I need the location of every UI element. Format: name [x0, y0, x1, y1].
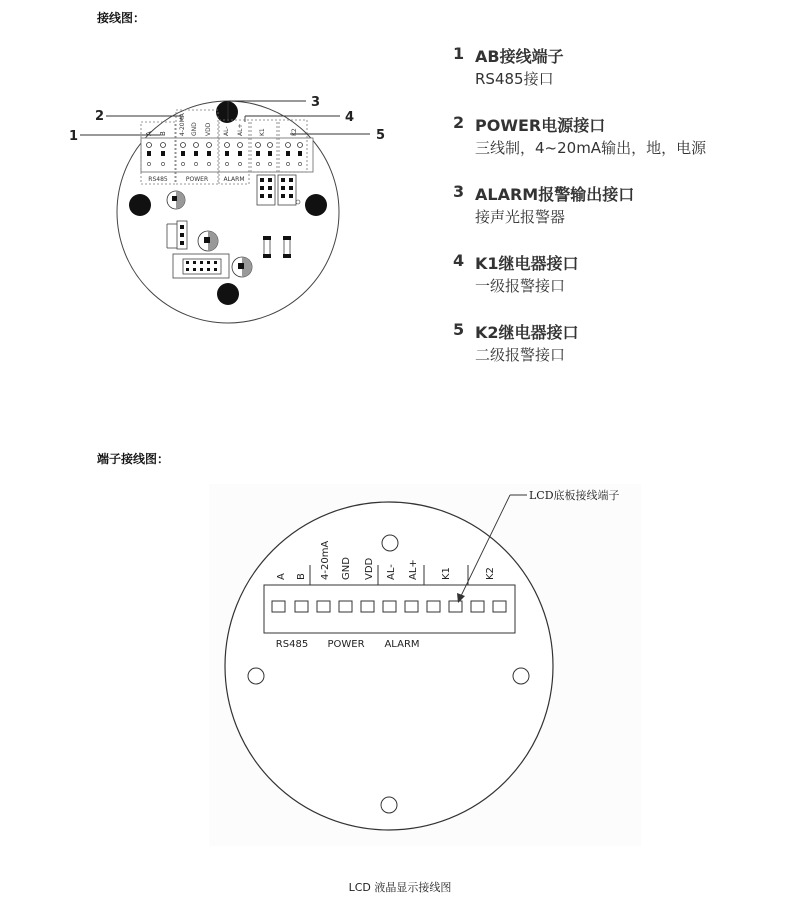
- display-connector: [173, 254, 229, 278]
- terminal-diagram-title: 端子接线图：: [97, 452, 170, 466]
- legend-number: 5: [453, 320, 465, 339]
- pcb-board: [69, 95, 385, 323]
- legend-title: ALARM报警输出接口: [475, 185, 635, 204]
- lcd-pin-squares: [272, 601, 506, 612]
- capacitor: [198, 231, 218, 251]
- board-group-label: ALARM: [223, 176, 245, 183]
- lcd-mount-hole: [381, 797, 397, 813]
- board-pin-label: B: [159, 131, 167, 136]
- callout-number: 2: [95, 109, 105, 124]
- lcd-pin-label: K1: [441, 567, 452, 580]
- legend-desc: 二级报警接口: [475, 346, 566, 364]
- lcd-annotation-label: LCD底板接线端子: [529, 489, 620, 502]
- mount-hole: [129, 194, 151, 216]
- board-pin-label: A: [145, 131, 153, 136]
- lcd-pin-label: VDD: [364, 557, 375, 580]
- capacitor: [232, 257, 252, 277]
- lcd-mount-hole: [513, 668, 529, 684]
- lcd-pin-label: AL-: [386, 564, 397, 580]
- legend-title: POWER电源接口: [475, 116, 606, 135]
- legend-title: K1继电器接口: [475, 254, 579, 273]
- lcd-caption: LCD 液晶显示接线图: [348, 881, 452, 894]
- lcd-group-label: POWER: [327, 639, 365, 650]
- mount-hole: [217, 283, 239, 305]
- lcd-pin-label: AL+: [408, 559, 419, 580]
- lcd-pin-label: GND: [341, 557, 352, 580]
- capacitor: [167, 191, 185, 209]
- board-pin-label: VDD: [205, 122, 212, 136]
- lcd-pin-label: K2: [485, 567, 496, 580]
- callout-number: 5: [376, 128, 386, 143]
- relay-header: [257, 175, 300, 205]
- board-pin-label: K2: [291, 128, 298, 136]
- legend-title: AB接线端子: [475, 47, 564, 66]
- lcd-mount-hole: [248, 668, 264, 684]
- legend-desc: RS485接口: [475, 70, 554, 88]
- mount-hole: [305, 194, 327, 216]
- callout-number: 1: [69, 129, 79, 144]
- resistor: [283, 236, 291, 258]
- legend-number: 2: [453, 113, 465, 132]
- board-pin-label: AL+: [237, 123, 244, 136]
- board-group-label: RS485: [148, 176, 168, 183]
- wiring-diagram-title: 接线图：: [97, 11, 146, 25]
- legend-title: K2继电器接口: [475, 323, 579, 342]
- board-group-label: POWER: [185, 176, 209, 183]
- resistor: [263, 236, 271, 258]
- legend-desc: 三线制，4~20mA输出，地，电源: [475, 139, 707, 157]
- board-pin-label: GND: [191, 122, 198, 136]
- lcd-pin-label: B: [296, 573, 307, 580]
- legend-number: 4: [453, 251, 465, 270]
- legend-number: 3: [453, 182, 465, 201]
- lcd-board: [209, 484, 641, 846]
- board-pin-label: AL-: [223, 126, 230, 136]
- legend-desc: 一级报警接口: [475, 277, 566, 295]
- callout-number: 4: [345, 110, 355, 125]
- lcd-group-label: RS485: [275, 639, 309, 650]
- board-pin-label: K1: [259, 128, 266, 136]
- callout-number: 3: [311, 95, 321, 110]
- lcd-group-label: ALARM: [384, 639, 420, 650]
- lcd-pin-label: 4-20mA: [320, 540, 331, 580]
- lcd-mount-hole: [382, 535, 398, 551]
- legend-number: 1: [453, 44, 465, 63]
- legend-desc: 接声光报警器: [475, 208, 566, 226]
- lcd-pin-label: A: [276, 573, 287, 580]
- board-pin-label: 4-20MA: [179, 113, 186, 136]
